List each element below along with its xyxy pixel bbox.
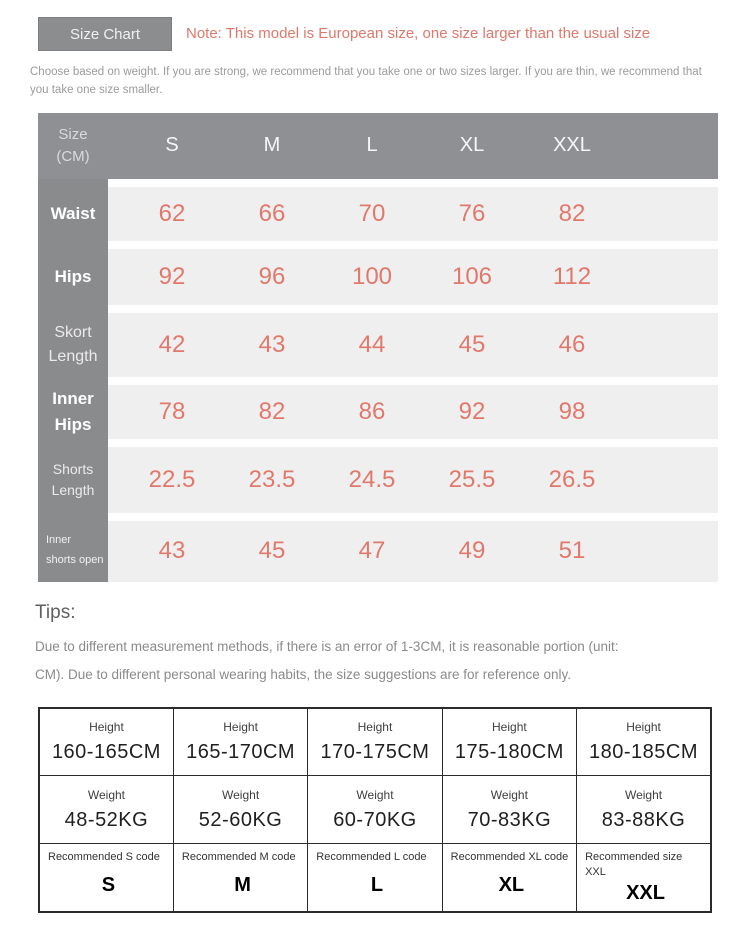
cell-content: [308, 776, 441, 843]
measurement-value-cell: 43: [158, 537, 186, 565]
measurement-value-cell: 47: [358, 537, 386, 565]
size-column-header: S: [165, 134, 179, 157]
measurement-row-values: [108, 249, 718, 305]
cell-content: [577, 709, 710, 776]
measurement-value-cell: 92: [458, 397, 486, 425]
tips-line-2: CM). Due to different personal wearing habits, the size suggestions are for reference only.: [35, 666, 572, 682]
size-chart-tab-label: Size Chart: [69, 25, 141, 43]
recommendation-table-cell: [39, 776, 173, 844]
weight-advice-text: Choose based on weight. If you are strong, we recommend that you take one or two sizes larger. If you are thin, we recommend that you take one size smaller.: [30, 66, 702, 97]
recommendation-table-cell: [577, 776, 711, 844]
measurement-row-values: [108, 447, 718, 513]
measurement-value-cell: 78: [158, 397, 186, 425]
height-range: 180-185CM: [589, 741, 699, 764]
weight-label: Weight: [87, 787, 126, 802]
corner-label-size: Size: [58, 126, 88, 144]
size-table-header-row: [38, 113, 718, 179]
size-table-row: [38, 313, 718, 377]
measurement-row-label: Inner Hips: [52, 389, 94, 434]
size-chart-tab-button[interactable]: [38, 17, 172, 51]
measurement-value-cell: 43: [258, 330, 286, 358]
recommendation-table-cell: [577, 844, 711, 912]
cell-content: [174, 776, 307, 843]
cell-content: [443, 776, 576, 843]
recommended-size-value: XL: [498, 874, 525, 897]
measurement-row-values: [108, 187, 718, 241]
recommendation-table-cell: [173, 708, 307, 776]
recommendation-table-cell: [39, 708, 173, 776]
recommendation-table-cell: [442, 708, 576, 776]
weight-row: [39, 776, 711, 844]
measurement-value-cell: 26.5: [548, 465, 596, 493]
size-column-header: M: [263, 134, 281, 157]
height-label: Height: [492, 720, 527, 735]
cell-content: [40, 709, 173, 776]
recommended-size-value: XXL: [626, 881, 665, 904]
recommendation-table-cell: [39, 844, 173, 912]
size-column-header: XXL: [553, 134, 591, 157]
measurement-row-values: [108, 313, 718, 377]
tips-heading: Tips:: [35, 601, 76, 623]
cell-content: [443, 844, 576, 911]
measurement-value-cell: 45: [258, 537, 286, 565]
size-table-row: [38, 187, 718, 241]
measurement-row-label: Shorts Length: [51, 460, 95, 498]
cell-content: [40, 844, 173, 911]
measurement-value-cell: 76: [458, 199, 486, 227]
cell-content: [443, 709, 576, 776]
measurement-value-cell: 70: [358, 199, 386, 227]
height-range: 170-175CM: [320, 741, 430, 764]
recommendation-table-cell: [577, 708, 711, 776]
weight-range: 48-52KG: [64, 808, 149, 831]
size-column-header: XL: [459, 134, 485, 157]
weight-range: 70-83KG: [467, 808, 552, 831]
measurement-row-values: [108, 385, 718, 439]
height-range: 165-170CM: [186, 741, 296, 764]
measurement-value-cell: 82: [558, 199, 586, 227]
measurement-value-cell: 82: [258, 397, 286, 425]
recommended-size-value: L: [370, 874, 384, 897]
measurement-row-label: Waist: [50, 204, 96, 224]
height-label: Height: [357, 720, 393, 735]
measurement-row-values: [108, 521, 718, 582]
recommendation-table-cell: [173, 844, 307, 912]
cell-content: [577, 776, 710, 843]
weight-range: 83-88KG: [601, 808, 686, 831]
size-table-rows: [38, 187, 718, 582]
size-table-row: [38, 385, 718, 439]
recommendation-table-cell: [442, 844, 576, 912]
recommendation-table-cell: [173, 776, 307, 844]
height-range: 160-165CM: [51, 741, 161, 764]
measurement-value-cell: 98: [558, 397, 586, 425]
recommendation-table: [38, 707, 712, 913]
weight-range: 60-70KG: [333, 808, 417, 831]
weight-label: Weight: [624, 787, 663, 802]
measurement-value-cell: 62: [158, 199, 186, 227]
measurement-row-label: Inner shorts open: [46, 534, 104, 567]
weight-label: Weight: [222, 787, 260, 802]
measurement-value-cell: 66: [258, 199, 286, 227]
measurement-value-cell: 96: [258, 262, 286, 290]
measurement-row-label: Hips: [54, 267, 92, 287]
weight-range: 52-60KG: [198, 808, 283, 831]
tips-line-1: Due to different measurement methods, if there is an error of 1-3CM, it is reasonable portion (unit:: [35, 638, 619, 654]
recommended-code-label: Recommended size XXL: [585, 851, 683, 879]
size-measurement-table: [38, 113, 718, 582]
recommendation-table-body: [39, 708, 711, 912]
size-column-header: L: [366, 134, 378, 157]
measurement-value-cell: 106: [451, 262, 493, 290]
size-table-row: [38, 447, 718, 513]
measurement-value-cell: 42: [158, 330, 186, 358]
recommended-code-label: Recommended S code: [48, 851, 160, 864]
recommendation-table-cell: [308, 844, 442, 912]
measurement-value-cell: 24.5: [348, 465, 396, 493]
measurement-value-cell: 49: [458, 537, 486, 565]
measurement-value-cell: 44: [358, 330, 386, 358]
cell-content: [577, 844, 710, 911]
height-range: 175-180CM: [454, 741, 564, 764]
recommended-code-label: Recommended M code: [181, 851, 296, 864]
cell-content: [308, 844, 441, 911]
measurement-value-cell: 92: [158, 262, 186, 290]
recommended-size-row: [39, 844, 711, 912]
weight-label: Weight: [356, 787, 394, 802]
measurement-value-cell: 25.5: [448, 465, 496, 493]
height-row: [39, 708, 711, 776]
size-unit-corner-cell: [38, 113, 108, 179]
recommendation-table-cell: [308, 776, 442, 844]
measurement-value-cell: 112: [552, 262, 592, 290]
weight-label: Weight: [490, 787, 528, 802]
measurement-value-cell: 51: [558, 537, 586, 565]
cell-content: [40, 776, 173, 843]
recommendation-table-cell: [442, 776, 576, 844]
height-label: Height: [223, 720, 258, 735]
measurement-row-label: Skort Length: [48, 323, 98, 365]
cell-content: [174, 709, 307, 776]
measurement-value-cell: 23.5: [248, 465, 296, 493]
tips-body: [35, 639, 715, 682]
cell-content: [308, 709, 441, 776]
cell-content: [174, 844, 307, 911]
recommended-size-value: S: [101, 874, 116, 897]
european-size-note: Note: This model is European size, one size larger than the usual size: [186, 25, 651, 42]
size-table-row: [38, 521, 718, 582]
recommendation-table-cell: [308, 708, 442, 776]
size-table-row: [38, 249, 718, 305]
recommended-code-label: Recommended L code: [316, 851, 427, 864]
top-bar: [0, 0, 750, 51]
measurement-value-cell: 45: [458, 330, 486, 358]
size-table-columns: [108, 113, 718, 179]
corner-label-unit: (CM): [56, 147, 90, 165]
height-label: Height: [89, 720, 124, 735]
measurement-value-cell: 86: [358, 397, 386, 425]
measurement-value-cell: 100: [351, 262, 393, 290]
recommended-size-value: M: [234, 874, 251, 897]
height-label: Height: [626, 720, 661, 735]
recommended-code-label: Recommended XL code: [450, 851, 569, 864]
measurement-value-cell: 46: [558, 330, 586, 358]
measurement-value-cell: 22.5: [148, 465, 196, 493]
